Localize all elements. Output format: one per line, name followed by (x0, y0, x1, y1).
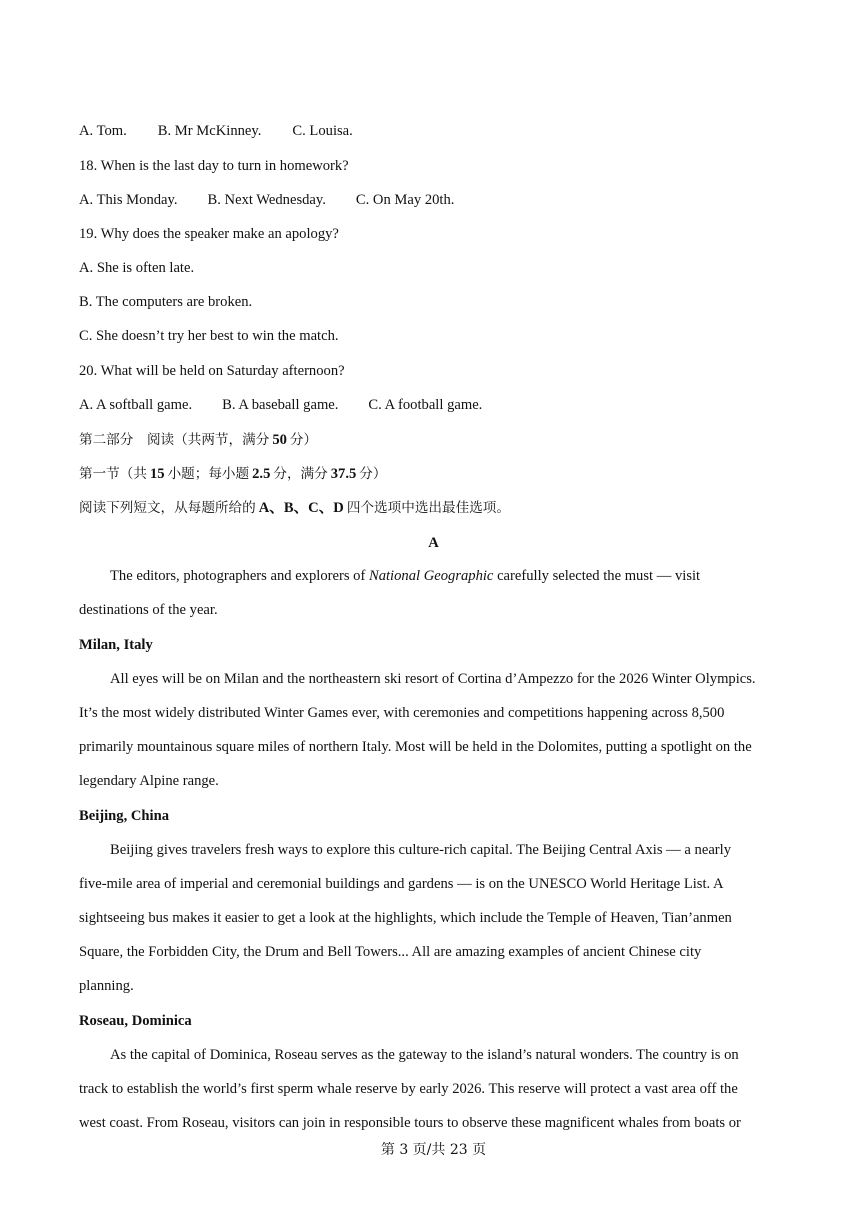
milan-line-4: legendary Alpine range. (79, 773, 219, 789)
q20-options (79, 396, 797, 414)
roseau-line-3: west coast. From Roseau, visitors can join in responsible tours to observe these magnificent whales from boats or (79, 1115, 741, 1131)
milan-line-1: All eyes will be on Milan and the northeastern ski resort of Cortina d’Ampezzo for the 2026 Winter Olympics. (110, 671, 756, 687)
milan-line-3: primarily mountainous square miles of northern Italy. Most will be held in the Dolomites, putting a spotlight on the (79, 739, 752, 755)
q18-question: 18. When is the last day to turn in homework? (79, 158, 349, 174)
passage-intro-line-1: The editors, photographers and explorers of National Geographic carefully selected the must — visit (110, 568, 701, 584)
passage-label: A (428, 535, 439, 551)
q20-option-b: B. A baseball game. (222, 397, 339, 413)
passage-intro-line-2: destinations of the year. (79, 602, 218, 618)
q18-option-a: A. This Monday. (79, 192, 178, 208)
q17-option-c: C. Louisa. (292, 123, 353, 139)
beijing-line-4: Square, the Forbidden City, the Drum and Bell Towers... All are amazing examples of ancient Chinese city (79, 944, 702, 960)
roseau-heading: Roseau, Dominica (79, 1013, 192, 1029)
roseau-line-1: As the capital of Dominica, Roseau serves as the gateway to the island’s natural wonders. The country is on (110, 1047, 739, 1063)
q18-option-c: C. On May 20th. (355, 192, 455, 208)
beijing-line-2: five-mile area of imperial and ceremonial buildings and gardens — is on the UNESCO World Heritage List. A (79, 876, 724, 892)
q19-option-a: A. She is often late. (79, 260, 195, 276)
section-one-heading: 第一节（共 15 小题；每小题 2.5 分，满分 37.5 分） (79, 466, 387, 482)
milan-heading: Milan, Italy (79, 637, 153, 653)
q19-question: 19. Why does the speaker make an apology? (79, 226, 339, 242)
q20-option-a: A. A softball game. (79, 397, 193, 413)
publication-title: National Geographic (368, 568, 494, 584)
beijing-line-5: planning. (79, 978, 134, 994)
q17-option-a: A. Tom. (79, 123, 127, 139)
part-two-heading: 第二部分 阅读（共两节，满分 50 分） (79, 432, 318, 448)
q20-question: 20. What will be held on Saturday afternoon? (79, 363, 345, 379)
q18-options (79, 191, 797, 209)
beijing-line-1: Beijing gives travelers fresh ways to explore this culture-rich capital. The Beijing Central Axis — a nearly (110, 842, 732, 858)
q17-options (79, 122, 797, 140)
beijing-heading: Beijing, China (79, 808, 170, 824)
q19-option-c: C. She doesn’t try her best to win the match. (79, 328, 339, 344)
beijing-line-3: sightseeing bus makes it easier to get a look at the highlights, which include the Temple of Heaven, Tian’anmen (79, 910, 732, 926)
roseau-line-2: track to establish the world’s first sperm whale reserve by early 2026. This reserve will protect a vast area off the (79, 1081, 738, 1097)
milan-line-2: It’s the most widely distributed Winter Games ever, with ceremonies and competitions happening across 8,500 (79, 705, 725, 721)
q17-option-b: B. Mr McKinney. (157, 123, 262, 139)
page-footer: 第 3 页/共 23 页 (380, 1142, 487, 1158)
q19-option-b: B. The computers are broken. (79, 294, 253, 310)
q20-option-c: C. A football game. (368, 397, 483, 413)
reading-instructions: 阅读下列短文，从每题所给的 A、B、C、D 四个选项中选出最佳选项。 (79, 500, 510, 516)
q18-option-b: B. Next Wednesday. (207, 192, 326, 208)
